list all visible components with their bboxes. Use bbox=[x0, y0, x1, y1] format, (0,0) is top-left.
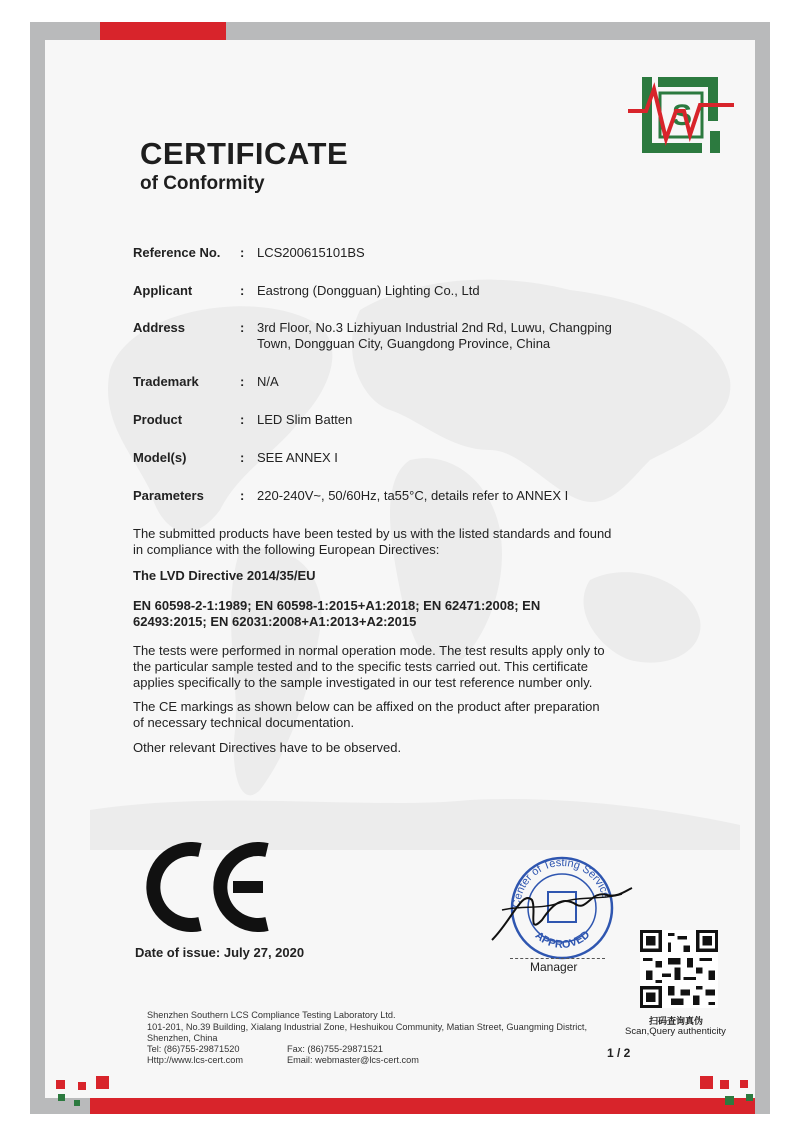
signatory-title: Manager bbox=[530, 960, 578, 974]
field-value: SEE ANNEX I bbox=[257, 450, 338, 465]
field-label: Reference No. bbox=[133, 245, 221, 260]
qr-label-cn: 扫码查询真伪 bbox=[649, 1016, 704, 1026]
footer-lab-name: Shenzhen Southern LCS Compliance Testing Laboratory Ltd. bbox=[147, 1010, 396, 1020]
certificate-subtitle: of Conformity bbox=[140, 173, 265, 194]
field-colon: : bbox=[240, 283, 245, 298]
field-label: Product bbox=[133, 412, 183, 427]
field-colon: : bbox=[240, 320, 245, 335]
tests-paragraph: The tests were performed in normal operation mode. The test results apply only to the particular sample tested and to the specific tests carried out. This certificate applies specifically to the sample investigated in our test reference number only. bbox=[133, 643, 605, 690]
issue-date: Date of issue: July 27, 2020 bbox=[135, 945, 305, 960]
svg-text:APPROVED bbox=[533, 929, 593, 951]
page-number: 1 / 2 bbox=[607, 1046, 631, 1060]
approval-stamp bbox=[482, 850, 642, 960]
footer-website[interactable]: Http://www.lcs-cert.com bbox=[147, 1055, 243, 1065]
ce-note-paragraph: The CE markings as shown below can be affixed on the product after preparation of necessary technical documentation. bbox=[133, 699, 600, 730]
qr-label-en: Scan,Query authenticity bbox=[625, 1026, 726, 1037]
footer-tel: Tel: (86)755-29871520 bbox=[147, 1044, 240, 1054]
other-directives: Other relevant Directives have to be observed. bbox=[133, 740, 402, 755]
footer-address-1: 101-201, No.39 Building, Xialang Industrial Zone, Heshuikou Community, Matian Street, Guangming District, bbox=[147, 1022, 588, 1032]
field-value: N/A bbox=[257, 374, 279, 389]
stamp-approved-text: APPROVED bbox=[532, 928, 593, 952]
field-label: Address bbox=[133, 320, 186, 335]
field-colon: : bbox=[240, 374, 245, 389]
directive-line: The LVD Directive 2014/35/EU bbox=[133, 568, 316, 583]
field-colon: : bbox=[240, 488, 245, 503]
signature-line bbox=[510, 958, 605, 959]
field-label: Model(s) bbox=[133, 450, 187, 465]
footer-fax: Fax: (86)755-29871521 bbox=[287, 1044, 384, 1054]
field-value: Eastrong (Dongguan) Lighting Co., Ltd bbox=[257, 283, 480, 298]
field-colon: : bbox=[240, 412, 245, 427]
bottom-red-bar bbox=[90, 1098, 755, 1114]
field-colon: : bbox=[240, 450, 245, 465]
standards-list: EN 60598-2-1:1989; EN 60598-1:2015+A1:2018; EN 62471:2008; EN 62493:2015; EN 62031:2008+A1:2013+A2:2015 bbox=[133, 598, 541, 629]
lcs-logo bbox=[628, 75, 736, 155]
field-label: Trademark bbox=[133, 374, 199, 389]
field-value: LCS200615101BS bbox=[257, 245, 365, 260]
footer-address-2: Shenzhen, China bbox=[147, 1033, 218, 1043]
intro-paragraph: The submitted products have been tested by us with the listed standards and found in compliance with the following European Directives: bbox=[133, 526, 612, 557]
field-value: 220-240V~, 50/60Hz, ta55°C, details refer to ANNEX I bbox=[257, 488, 569, 503]
footer-email[interactable]: Email: webmaster@lcs-cert.com bbox=[287, 1055, 419, 1065]
field-value: LED Slim Batten bbox=[257, 412, 353, 427]
field-value: 3rd Floor, No.3 Lizhiyuan Industrial 2nd Rd, Luwu, Changping Town, Dongguan City, Guangdong Province, China bbox=[257, 320, 612, 351]
certificate-title: CERTIFICATE bbox=[140, 136, 349, 171]
qr-code[interactable] bbox=[640, 930, 718, 1008]
logo-letter: S bbox=[672, 99, 693, 132]
field-colon: : bbox=[240, 245, 245, 260]
stamp-ring-text: Center of Testing Service bbox=[510, 856, 612, 909]
field-label: Parameters bbox=[133, 488, 204, 503]
field-label: Applicant bbox=[133, 283, 193, 298]
ce-mark bbox=[145, 842, 275, 932]
top-red-bar bbox=[100, 22, 226, 40]
